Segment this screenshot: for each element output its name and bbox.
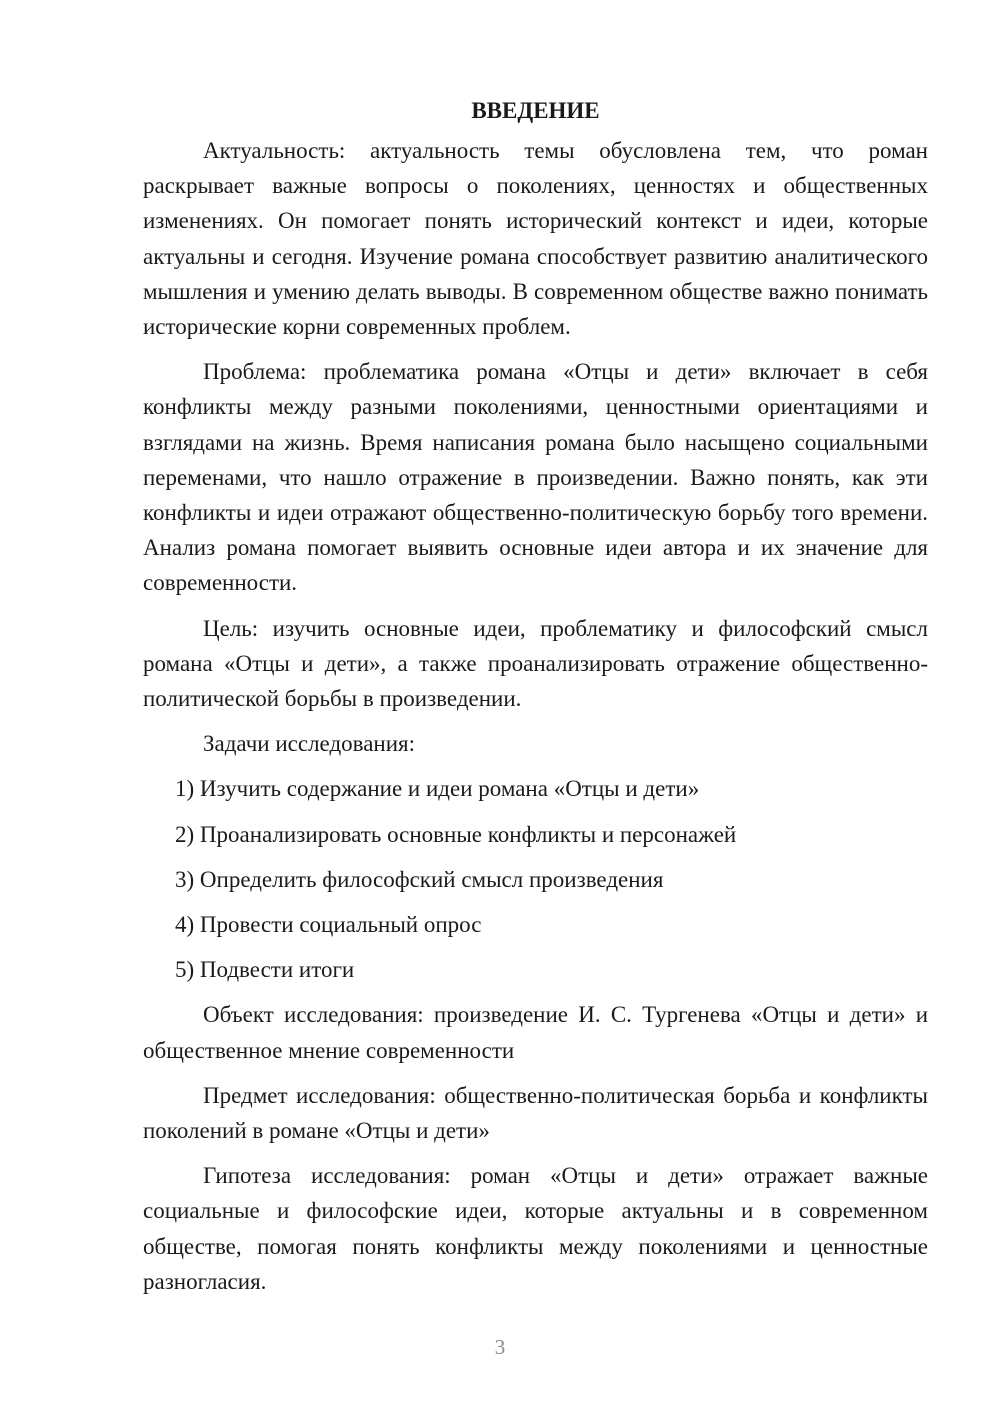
page-title: ВВЕДЕНИЕ xyxy=(471,98,600,123)
tasks-title: Задачи исследования: xyxy=(203,731,416,757)
task-item: 2) Проанализировать основные конфликты и персонажей xyxy=(175,821,737,847)
document-page xyxy=(143,93,928,1309)
goal-paragraph: Цель: изучить основные идеи, проблематику и философский смысл романа «Отцы и дети», а также проанализировать отражение общественно-политической борьбы в произведении. xyxy=(143,615,928,712)
problem-paragraph: Проблема: проблематика романа «Отцы и дети» включает в себя конфликты между разными поколениями, ценностными ориентациями и взглядами на жизнь. Время написания романа было насыщено социальными переменами, что нашло отражение в произведении. Важно понять, как эти конфликты и идеи отражают общественно-политическую борьбу того времени. Анализ романа помогает выявить основные идеи автора и их значение для современности. xyxy=(143,359,928,596)
object-paragraph: Объект исследования: произведение И. С. Тургенева «Отцы и дети» и общественное мнение современности xyxy=(143,1002,928,1063)
relevance-paragraph: Актуальность: актуальность темы обусловлена тем, что роман раскрывает важные вопросы о поколениях, ценностях и общественных изменениях. Он помогает понять исторический контекст и идеи, которые актуальны и сегодня. Изучение романа способствует развитию аналитического мышления и умению делать выводы. В современном обществе важно понимать исторические корни современных проблем. xyxy=(143,138,928,340)
hypothesis-paragraph: Гипотеза исследования: роман «Отцы и дети» отражает важные социальные и философские идеи, которые актуальны и в современном обществе, помогая понять конфликты между поколениями и ценностные разногласия. xyxy=(143,1163,928,1294)
task-item: 3) Определить философский смысл произведения xyxy=(175,866,664,892)
subject-paragraph: Предмет исследования: общественно-политическая борьба и конфликты поколений в романе «Отцы и дети» xyxy=(143,1082,928,1144)
task-item: 1) Изучить содержание и идеи романа «Отцы и дети» xyxy=(175,776,700,802)
page-number: 3 xyxy=(494,1335,506,1359)
task-item: 5) Подвести итоги xyxy=(175,957,355,983)
task-item: 4) Провести социальный опрос xyxy=(175,912,482,938)
tasks-list xyxy=(143,771,928,987)
